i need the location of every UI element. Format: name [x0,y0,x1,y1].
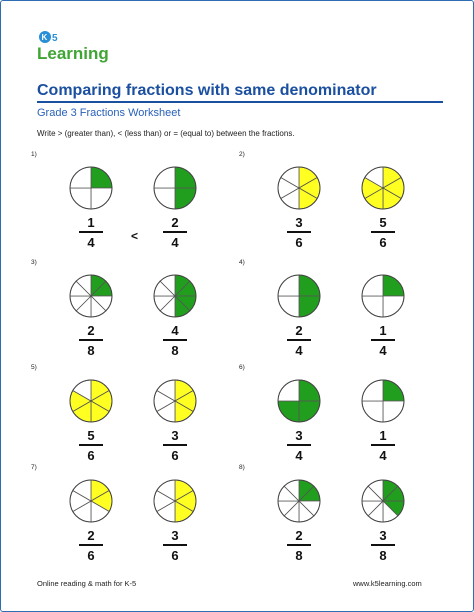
right-fraction [371,528,395,563]
fraction-bar [371,339,395,341]
right-fraction [163,215,187,250]
title-underline [37,101,443,103]
left-fraction-circle [276,478,322,524]
fraction-bar [287,339,311,341]
problem-number: 3) [31,259,37,266]
left-fraction [287,323,311,358]
footer-tagline: Online reading & math for K-5 [37,579,137,588]
problem-number: 2) [239,151,245,158]
denominator: 6 [379,235,387,250]
numerator: 2 [87,323,95,338]
right-fraction-circle [152,478,198,524]
right-fraction [163,528,187,563]
numerator: 1 [379,323,387,338]
numerator: 3 [295,428,303,443]
right-fraction-circle [152,165,198,211]
numerator: 2 [171,215,179,230]
problem-1 [31,151,231,263]
fraction-bar [287,544,311,546]
right-fraction-circle [152,378,198,424]
problem-3 [31,259,231,371]
left-fraction-circle [276,273,322,319]
right-fraction [163,323,187,358]
numerator: 5 [379,215,387,230]
denominator: 4 [295,343,303,358]
problem-number: 8) [239,464,245,471]
numerator: 2 [87,528,95,543]
problem-8 [239,464,439,576]
right-fraction-circle [360,273,406,319]
fraction-bar [371,544,395,546]
right-fraction-circle [360,478,406,524]
numerator: 1 [87,215,95,230]
footer-url: www.k5learning.com [353,579,422,588]
problem-number: 6) [239,364,245,371]
denominator: 8 [379,548,387,563]
k5-learning-logo [37,29,117,65]
svg-text:5: 5 [52,33,58,44]
numerator: 4 [171,323,179,338]
right-fraction-circle [152,273,198,319]
problem-number: 7) [31,464,37,471]
left-fraction [79,428,103,463]
right-fraction [371,428,395,463]
left-fraction [79,528,103,563]
instructions: Write > (greater than), < (less than) or = (equal to) between the fractions. [37,129,295,138]
svg-text:Learning: Learning [37,44,109,63]
fraction-bar [287,231,311,233]
right-fraction [371,323,395,358]
fraction-bar [371,444,395,446]
left-fraction [79,323,103,358]
numerator: 3 [295,215,303,230]
right-fraction [163,428,187,463]
fraction-bar [79,231,103,233]
page-subtitle: Grade 3 Fractions Worksheet [37,107,181,119]
numerator: 2 [295,528,303,543]
numerator: 5 [87,428,95,443]
fraction-bar [163,544,187,546]
left-fraction [287,528,311,563]
denominator: 4 [87,235,95,250]
right-fraction-circle [360,165,406,211]
fraction-bar [79,544,103,546]
problem-number: 1) [31,151,37,158]
numerator: 1 [379,428,387,443]
left-fraction-circle [68,378,114,424]
left-fraction-circle [68,273,114,319]
fraction-bar [163,339,187,341]
left-fraction-circle [276,165,322,211]
right-fraction [371,215,395,250]
problem-5 [31,364,231,476]
denominator: 4 [171,235,179,250]
fraction-bar [79,339,103,341]
problem-7 [31,464,231,576]
numerator: 3 [171,528,179,543]
denominator: 6 [171,548,179,563]
denominator: 4 [379,343,387,358]
problem-2 [239,151,439,263]
comparison-answer[interactable]: < [131,229,139,243]
denominator: 8 [87,343,95,358]
numerator: 3 [379,528,387,543]
numerator: 2 [295,323,303,338]
fraction-bar [163,444,187,446]
right-fraction-circle [360,378,406,424]
page-title: Comparing fractions with same denominator [37,82,377,99]
left-fraction [287,428,311,463]
denominator: 8 [295,548,303,563]
left-fraction-circle [276,378,322,424]
denominator: 6 [87,448,95,463]
fraction-bar [371,231,395,233]
denominator: 4 [295,448,303,463]
problem-number: 4) [239,259,245,266]
svg-text:K: K [41,33,48,42]
denominator: 6 [87,548,95,563]
left-fraction [79,215,103,250]
numerator: 3 [171,428,179,443]
denominator: 8 [171,343,179,358]
left-fraction [287,215,311,250]
fraction-bar [163,231,187,233]
left-fraction-circle [68,478,114,524]
problem-4 [239,259,439,371]
problem-6 [239,364,439,476]
problem-number: 5) [31,364,37,371]
denominator: 6 [171,448,179,463]
left-fraction-circle [68,165,114,211]
denominator: 4 [379,448,387,463]
denominator: 6 [295,235,303,250]
fraction-bar [79,444,103,446]
fraction-bar [287,444,311,446]
